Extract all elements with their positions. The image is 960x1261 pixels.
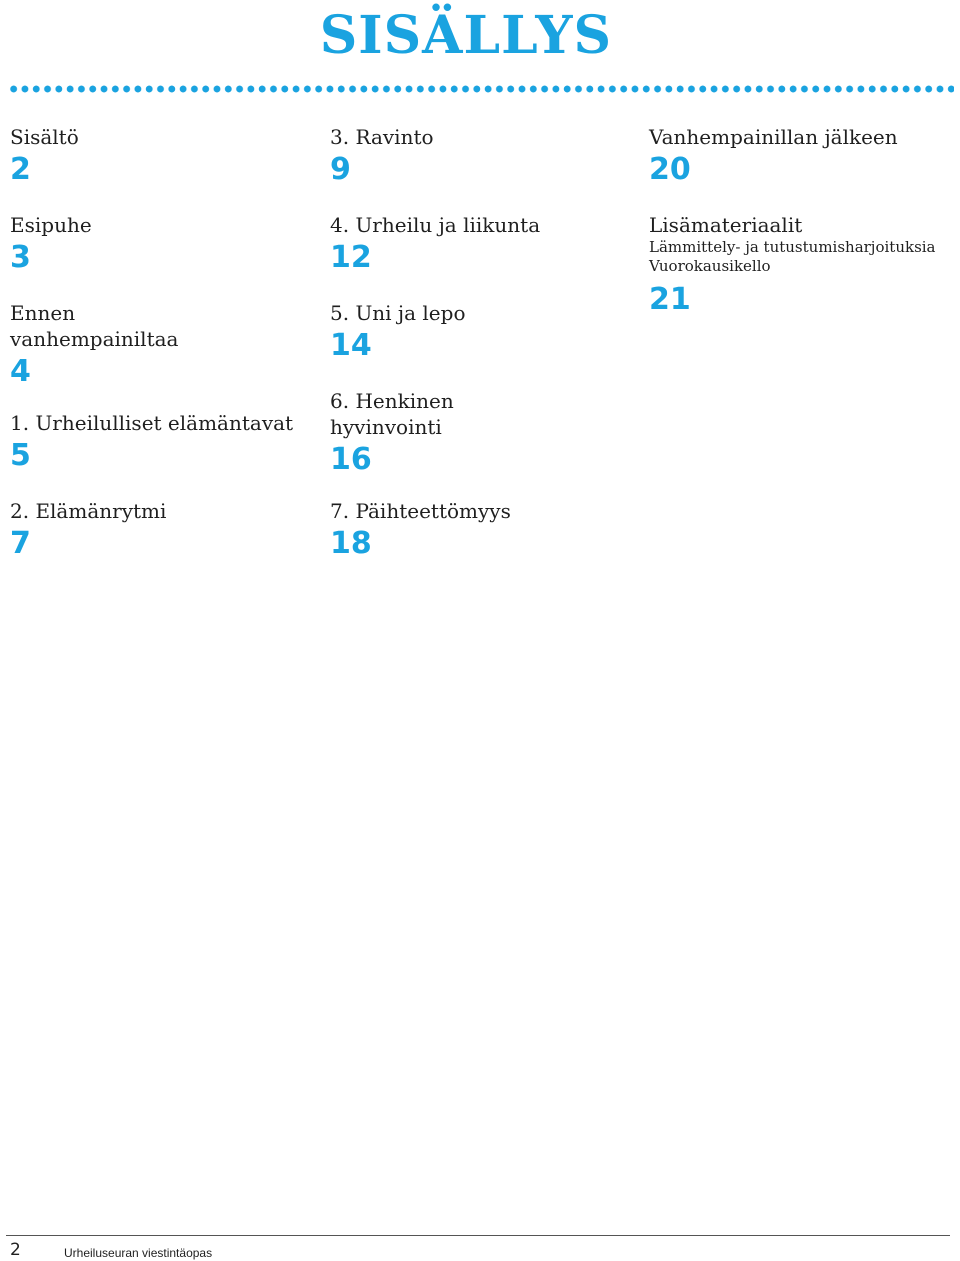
toc-entry-page-number: 21 [649, 282, 691, 317]
toc-entry[interactable] [330, 124, 630, 188]
toc-entry-page-number: 14 [330, 328, 372, 363]
toc-entry[interactable] [330, 388, 490, 478]
footer-publication-title: Urheiluseuran viestintäopas [64, 1246, 213, 1260]
toc-entry[interactable] [10, 300, 210, 390]
toc-entry-subtitle: Lämmittely- ja tutustumisharjoituksia [649, 238, 936, 256]
toc-entry-page-number: 20 [649, 152, 691, 187]
toc-entry-page-number: 4 [10, 354, 31, 389]
toc-entry-title: Esipuhe [10, 213, 92, 237]
toc-entry[interactable] [10, 410, 310, 474]
toc-entry[interactable] [330, 498, 630, 562]
toc-entry-page-number: 12 [330, 240, 372, 275]
toc-entry[interactable] [10, 124, 310, 188]
toc-entry-page-number: 18 [330, 526, 372, 561]
toc-entry-page-number: 16 [330, 442, 372, 477]
toc-entry[interactable] [330, 212, 630, 276]
footer-page-number: 2 [10, 1240, 21, 1260]
toc-entry-title: 2. Elämänrytmi [10, 499, 167, 523]
toc-column-1 [10, 124, 310, 562]
page-title: SISÄLLYS [319, 5, 612, 66]
toc-entry-page-number: 3 [10, 240, 31, 275]
toc-entry-title: Ennen vanhempainiltaa [10, 301, 179, 351]
toc-entry-page-number: 9 [330, 152, 351, 187]
toc-entry-subtitle: Vuorokausikello [649, 257, 771, 275]
toc-entry-title: 1. Urheilulliset elämäntavat [10, 411, 294, 435]
toc-entry-page-number: 5 [10, 438, 31, 473]
toc-column-3 [649, 124, 954, 318]
toc-entry[interactable] [649, 124, 954, 188]
dotted-divider [8, 84, 954, 94]
toc-entry-title: 6. Henkinen hyvinvointi [330, 389, 454, 439]
footer-rule [6, 1235, 950, 1236]
toc-entry-title: 3. Ravinto [330, 125, 434, 149]
toc-entry-title: Sisältö [10, 125, 79, 149]
toc-entry[interactable] [10, 498, 310, 562]
toc-column-2 [330, 124, 630, 562]
toc-entry-title: 5. Uni ja lepo [330, 301, 466, 325]
toc-entry-title: 4. Urheilu ja liikunta [330, 213, 541, 237]
toc-entry-page-number: 2 [10, 152, 31, 187]
toc-entry[interactable] [649, 212, 954, 318]
toc-entry-title: 7. Päihteettömyys [330, 499, 511, 523]
toc-entry-title: Vanhempainillan jälkeen [649, 125, 898, 149]
toc-entry-page-number: 7 [10, 526, 31, 561]
toc-entry[interactable] [10, 212, 310, 276]
toc-entry-title: Lisämateriaalit [649, 213, 803, 237]
toc-entry[interactable] [330, 300, 630, 364]
